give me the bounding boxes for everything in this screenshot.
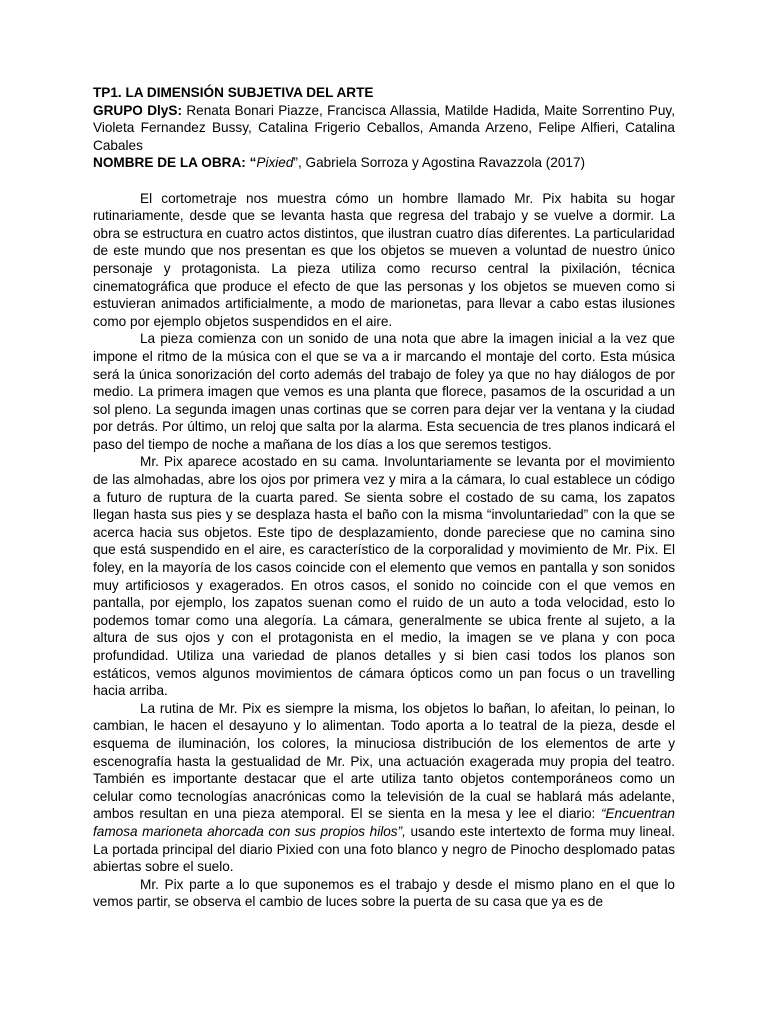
work-title: Pixied [256, 155, 294, 171]
document-title: TP1. LA DIMENSIÓN SUBJETIVA DEL ARTE [93, 85, 374, 100]
document-page [93, 84, 675, 911]
group-label: GRUPO DlyS: [93, 102, 182, 118]
paragraph-1: El cortometraje nos muestra cómo un hombre llamado Mr. Pix habita su hogar rutinariamente, desde que se levanta hasta que regresa del trabajo y se vuelve a dormir. La obra se estructura en cuatro actos distintos, que ilustran cuatro días diferentes. La particularidad de este mundo que nos presentan es que los objetos se mueven a voluntad de nuestro único personaje y protagonista. La pieza utiliza como recurso central la pixilación, técnica cinematográfica que produce el efecto de que las personas y los objetos se mueven como si estuvieran animados artificialmente, a modo de marionetas, para llevar a cabo estas ilusiones como por ejemplo objetos suspendidos en el aire. [93, 190, 675, 329]
paragraph-3: Mr. Pix aparece acostado en su cama. Involuntariamente se levanta por el movimiento de las almohadas, abre los ojos por primera vez y mira a la cámara, lo cual establece un código a futuro de ruptura de la cuarta pared. Se sienta sobre el costado de su cama, los zapatos llegan hasta sus pies y se desplaza hasta el baño con la misma “involuntariedad” con la que se acerca hacia sus objetos. Este tipo de desplazamiento, donde pareciese que no camina sino que está suspendido en el aire, es característico de la corporalidad y movimiento de Mr. Pix. El foley, en la mayoría de los casos coincide con el elemento que vemos en pantalla y son sonidos muy artificiosos y exagerados. En otros casos, el sonido no coincide con el que vemos en pantalla, por ejemplo, los zapatos suenan como el ruido de un auto a toda velocidad, esto lo podemos tomar como una alegoría. La cámara, generalmente se ubica frente al sujeto, a la altura de sus ojos y con el protagonista en el medio, la imagen se ve plana y con poca profundidad. Utiliza una variedad de planos detalles y si bien casi todos los planos son estáticos, vemos algunos movimientos de cámara ópticos como un pan focus o un travelling hacia arriba. [93, 454, 675, 699]
group-members: Renata Bonari Piazze, Francisca Allassia, Matilde Hadida, Maite Sorrentino Puy, Violeta Fernandez Bussy, Catalina Frigerio Ceballos, Amanda Arzeno, Felipe Alfieri, Catalina Cabales [93, 102, 675, 153]
newspaper-headline-quote: “Encuentran famosa marioneta ahorcada con sus propios hilos”, [93, 806, 675, 839]
paragraph-2: La pieza comienza con un sonido de una nota que abre la imagen inicial a la vez que impone el ritmo de la música con el que se va a ir marcando el montaje del corto. Esta música será la única sonorización del corto además del trabajo de foley ya que no hay diálogos de por medio. La primera imagen que vemos es una planta que florece, pasamos de la oscuridad a un sol pleno. La segunda imagen unas cortinas que se corren para dejar ver la ventana y la ciudad por detrás. Por último, un reloj que salta por la alarma. Esta secuencia de tres planos indicará el paso del tiempo de noche a mañana de los días a los que seremos testigos. [93, 331, 675, 452]
document-title-line [93, 84, 675, 102]
paragraph-4-text-before: La rutina de Mr. Pix es siempre la misma, los objetos lo bañan, lo afeitan, lo peinan, lo cambian, le hacen el desayuno y lo alimentan. Todo aporta a lo teatral de la pieza, desde el esquema de iluminación, los colores, la minuciosa distribución de los elementos de arte y escenografía hasta la gestualidad de Mr. Pix, una actuación exagerada muy propia del teatro. También es importante destacar que el arte utiliza tanto objetos contemporáneos como un celular como tecnologías anacrónicas como la televisión de la cual se hablará más adelante, ambos resultan en una pieza atemporal. El se sienta en la mesa y lee el diario: [93, 700, 675, 822]
paragraph-4-text-after: usando este intertexto de forma muy lineal. La portada principal del diario Pixied con una foto blanco y negro de Pinocho desplomado patas abiertas sobre el suelo. [93, 823, 675, 875]
group-line [93, 102, 675, 155]
work-title-close: ” [293, 155, 298, 171]
paragraph-5: Mr. Pix parte a lo que suponemos es el trabajo y desde el mismo plano en el que lo vemos partir, se observa el cambio de luces sobre la puerta de su casa que ya es de [93, 876, 675, 910]
work-label: NOMBRE DE LA OBRA: “ [93, 155, 257, 171]
work-authors: , Gabriela Sorroza y Agostina Ravazzola (2017) [297, 155, 586, 171]
paragraph-4 [93, 700, 675, 876]
work-line [93, 154, 675, 172]
